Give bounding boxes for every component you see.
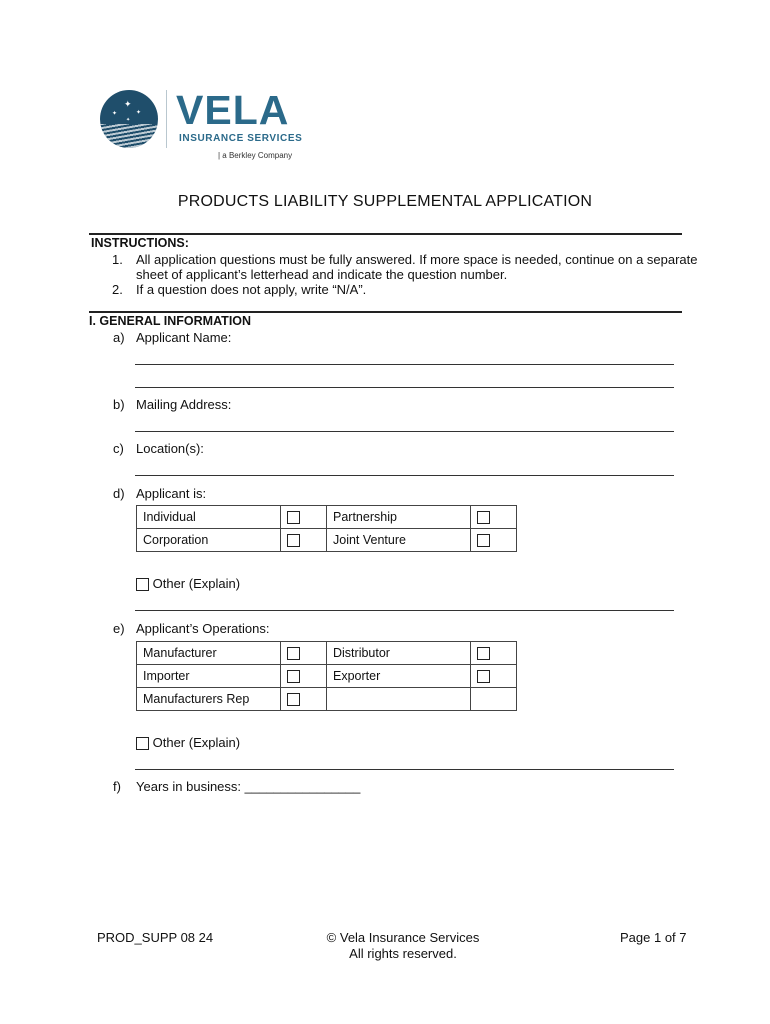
option-label: Partnership	[327, 506, 471, 529]
manufacturer-checkbox[interactable]	[287, 647, 300, 660]
item-letter: f)	[113, 779, 121, 794]
mailing-address-field[interactable]	[135, 431, 674, 432]
item-letter: e)	[113, 621, 125, 636]
applicant-name-label: Applicant Name:	[136, 330, 232, 345]
applicant-is-label: Applicant is:	[136, 486, 207, 501]
other-option	[136, 735, 240, 750]
partnership-checkbox[interactable]	[477, 511, 490, 524]
other-label: Other (Explain)	[152, 576, 241, 591]
option-label: Corporation	[137, 529, 281, 552]
empty-cell	[327, 688, 471, 711]
logo-tagline: | a Berkley Company	[218, 151, 293, 160]
option-label: Individual	[137, 506, 281, 529]
checkbox-cell	[281, 642, 327, 665]
locations-field[interactable]	[135, 475, 674, 476]
instruction-text: sheet of applicant’s letterhead and indicate the question number.	[136, 267, 508, 282]
option-label: Importer	[137, 665, 281, 688]
star-icon: ✦	[124, 99, 132, 109]
option-label: Exporter	[327, 665, 471, 688]
checkbox-cell	[281, 665, 327, 688]
logo-divider	[166, 90, 167, 148]
divider	[89, 311, 682, 313]
instruction-num: 1.	[112, 252, 123, 267]
exporter-checkbox[interactable]	[477, 670, 490, 683]
other-option	[136, 576, 240, 591]
logo-emblem	[100, 90, 158, 148]
applicant-name-field-2[interactable]	[135, 387, 674, 388]
instruction-text: All application questions must be fully answered. If more space is needed, continue on a separate	[136, 252, 698, 267]
section-heading: I. GENERAL INFORMATION	[89, 314, 252, 328]
star-icon: ✦	[136, 110, 142, 116]
operations-label: Applicant’s Operations:	[136, 621, 270, 636]
form-code: PROD_SUPP 08 24	[97, 930, 214, 945]
operations-table	[136, 641, 517, 711]
instruction-text: If a question does not apply, write “N/A”.	[136, 282, 367, 297]
locations-label: Location(s):	[136, 441, 204, 456]
item-letter: d)	[113, 486, 125, 501]
checkbox-cell	[281, 688, 327, 711]
checkbox-cell	[281, 529, 327, 552]
page-number: Page 1 of 7	[620, 930, 687, 945]
option-label: Joint Venture	[327, 529, 471, 552]
logo-brand: VELA	[176, 87, 290, 133]
checkbox-cell	[471, 506, 517, 529]
joint-venture-checkbox[interactable]	[477, 534, 490, 547]
manufacturers-rep-checkbox[interactable]	[287, 693, 300, 706]
item-letter: b)	[113, 397, 125, 412]
other-explain-field[interactable]	[135, 610, 674, 611]
distributor-checkbox[interactable]	[477, 647, 490, 660]
other-checkbox[interactable]	[136, 737, 149, 750]
mailing-address-label: Mailing Address:	[136, 397, 232, 412]
option-label: Manufacturers Rep	[137, 688, 281, 711]
wave-graphic	[100, 124, 158, 148]
other-explain-field[interactable]	[135, 769, 674, 770]
checkbox-cell	[281, 506, 327, 529]
item-letter: c)	[113, 441, 124, 456]
checkbox-cell	[471, 665, 517, 688]
page-title: PRODUCTS LIABILITY SUPPLEMENTAL APPLICATION	[177, 193, 593, 210]
instructions-heading: INSTRUCTIONS:	[91, 236, 189, 250]
applicant-name-field[interactable]	[135, 364, 674, 365]
item-letter: a)	[113, 330, 125, 345]
individual-checkbox[interactable]	[287, 511, 300, 524]
empty-cell	[471, 688, 517, 711]
applicant-type-table	[136, 505, 517, 552]
option-label: Distributor	[327, 642, 471, 665]
logo-subtitle: INSURANCE SERVICES	[179, 133, 303, 144]
instruction-num: 2.	[112, 282, 123, 297]
other-checkbox[interactable]	[136, 578, 149, 591]
corporation-checkbox[interactable]	[287, 534, 300, 547]
importer-checkbox[interactable]	[287, 670, 300, 683]
years-in-business-field[interactable]: Years in business: ________________	[136, 779, 361, 794]
checkbox-cell	[471, 642, 517, 665]
footer-copyright: © Vela Insurance Services	[326, 930, 480, 945]
checkbox-cell	[471, 529, 517, 552]
divider	[89, 233, 682, 235]
option-label: Manufacturer	[137, 642, 281, 665]
footer-rights: All rights reserved.	[349, 946, 457, 961]
other-label: Other (Explain)	[152, 735, 241, 750]
star-icon: ✦	[112, 111, 118, 117]
star-icon: ✦	[126, 117, 131, 123]
